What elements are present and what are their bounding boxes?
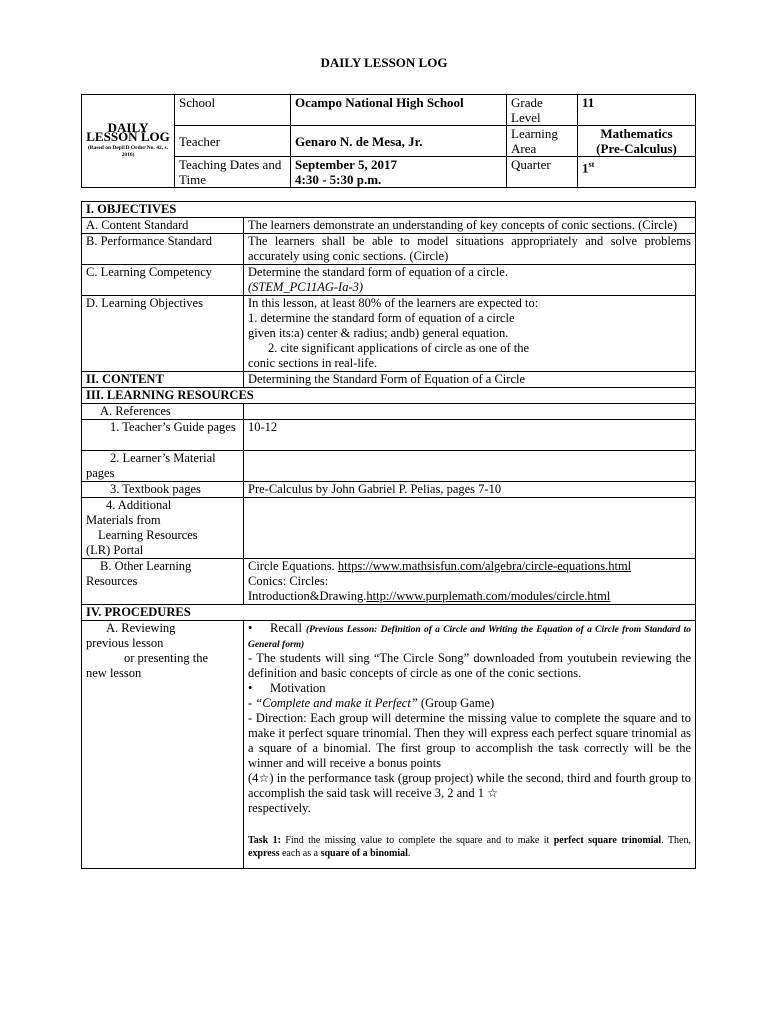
recall-note: (Previous Lesson: Definition of a Circle and Writing the Equation of a Circle from Standard to General form) [248,625,691,650]
teacher-value: Genaro N. de Mesa, Jr. [291,126,507,157]
teachers-guide-value: 10-12 [244,420,696,451]
school-label: School [175,95,291,126]
additional-materials-value [244,498,696,559]
quarter-label: Quarter [507,157,578,188]
school-value: Ocampo National High School [291,95,507,126]
content-value: Determining the Standard Form of Equation of a Circle [244,372,696,388]
learners-material-label: 2. Learner’s Material pages [82,451,244,482]
task-1: Task 1: Find the missing value to complete the square and to make it perfect square trinomial. Then, express each as a square of a binomial. [248,835,691,859]
competency-code: (STEM_PC11AG-Ia-3) [248,280,364,294]
learning-objectives-label: D. Learning Objectives [82,296,244,372]
bullet-icon: • [248,681,253,695]
learning-competency-label: C. Learning Competency [82,265,244,296]
purplemath-link[interactable]: http://www.purplemath.com/modules/circle.html [366,589,611,603]
other-resources-label: B. Other Learning Resources [82,559,244,605]
other-resources-value: Circle Equations. https://www.mathsisfun.com/algebra/circle-equations.html Conics: Circles: Introduction&Drawing.http://www.purplemath.com/modules/circle.html [244,559,696,605]
lesson-log-table [81,201,696,869]
area-value: Mathematics (Pre-Calculus) [578,126,696,157]
game-title: “Complete and make it Perfect” [255,696,418,710]
learners-material-value [244,451,696,482]
content-heading: II. CONTENT [82,372,244,388]
grade-label: Grade Level [507,95,578,126]
deped-order-note: (Based on DepED Order No. 42, s. 2016) [87,145,169,158]
learning-objectives-value: In this lesson, at least 80% of the learners are expected to: 1. determine the standard form of equation of a circle given its:a) center & radius; andb) general equation. 2. cite significant applications of circle as one of the conic sections in real-life. [244,296,696,372]
motivation-label: Motivation [270,681,326,695]
recall-label: Recall [270,621,302,635]
textbook-label: 3. Textbook pages [82,482,244,498]
teacher-label: Teacher [175,126,291,157]
reviewing-label: A. Reviewing previous lesson or presenting the new lesson [82,621,244,869]
header-side-title: DAILY LESSON LOG (Based on DepED Order No. 42, s. 2016) [82,95,175,188]
page-title: DAILY LESSON LOG [320,55,448,70]
objectives-heading: I. OBJECTIVES [82,202,696,218]
resources-heading: III. LEARNING RESOURCES [82,388,696,404]
teachers-guide-label: 1. Teacher’s Guide pages [82,420,244,451]
additional-materials-label: 4. Additional Materials from Learning Resources (LR) Portal [82,498,244,559]
content-standard-label: A. Content Standard [82,218,244,234]
dates-value: September 5, 2017 4:30 - 5:30 p.m. [291,157,507,188]
header-table [81,94,696,188]
dates-label: Teaching Dates and Time [175,157,291,188]
mathsisfun-link[interactable]: https://www.mathsisfun.com/algebra/circle-equations.html [337,559,632,573]
star-icon: ☆ [258,771,270,785]
star-icon: ☆ [487,786,498,800]
reviewing-content: • Recall (Previous Lesson: Definition of a Circle and Writing the Equation of a Circle from Standard to General form) - The students will sing “The Circle Song” downloaded from youtubein reviewing the definition and basic concepts of circle as one of the conic sections. • Motivation - “Complete and make it Perfect” (Group Game) - Direction: Each group will determine the missing value to complete the square and to make it perfect square trinomial. Then they will express each perfect square trinomial as a square of a binomial. The first group to accomplish the task correctly will be the winner and will receive a bonus points (4☆) in the performance task (group project) while the second, third and fourth group to accomplish the said task will receive 3, 2 and 1 ☆ respectively. Task 1: Find the missing value to complete the square and to make it perfect square trinomial. Then, express each as a square of a binomial. [244,621,696,869]
points-text: (4☆) in the performance task (group project) while the second, third and fourth group to accomplish the said task will receive 3, 2 and 1 ☆ respectively. [248,771,692,815]
performance-standard-label: B. Performance Standard [82,234,244,265]
textbook-value: Pre-Calculus by John Gabriel P. Pelias, pages 7-10 [244,482,696,498]
bullet-icon: • [248,621,253,635]
references-label: A. References [82,404,244,420]
performance-standard-value: The learners shall be able to model situations appropriately and solve problems accurately using conic sections. (Circle) [244,234,696,265]
learning-competency-value: Determine the standard form of equation of a circle. (STEM_PC11AG-Ia-3) [244,265,696,296]
recall-text: - The students will sing “The Circle Song” downloaded from youtubein reviewing the definition and basic concepts of circle as one of the conic sections. [248,651,691,680]
quarter-value: 1st [578,157,696,188]
area-label: Learning Area [507,126,578,157]
grade-value: 11 [578,95,696,126]
direction-text: - Direction: Each group will determine the missing value to complete the square and to make it perfect square trinomial. Then they will express each perfect square trinomial as a square of a binomial. The first group to accomplish the task correctly will be the winner and will receive a bonus points [248,711,691,770]
content-standard-value: The learners demonstrate an understanding of key concepts of conic sections. (Circle) [244,218,696,234]
procedures-heading: IV. PROCEDURES [82,605,696,621]
